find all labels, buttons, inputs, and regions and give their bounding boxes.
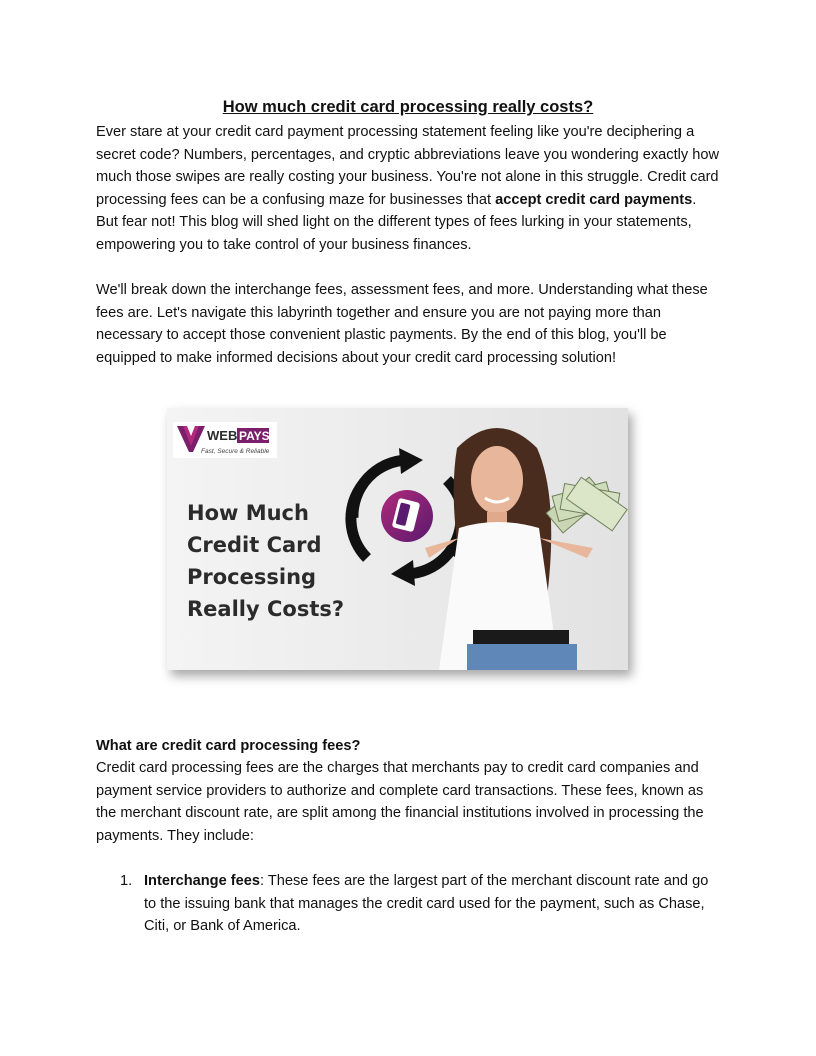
banner-headline-line-2: Credit Card — [187, 533, 322, 557]
list-item-term: Interchange fees — [144, 873, 260, 889]
second-paragraph: We'll break down the interchange fees, assessment fees, and more. Understanding what these fees are. Let's navigate this labyrinth together and ensure you are not paying more than necessary to accept those convenient plastic payments. By the end of this blog, you'll be equipped to make informed decisions about your credit card processing solution! — [96, 282, 708, 366]
page-title: How much credit card processing really costs? — [222, 98, 594, 116]
intro-paragraph — [96, 121, 722, 257]
list-item — [96, 870, 722, 938]
section-paragraph: Credit card processing fees are the charges that merchants pay to credit card companies and payment service providers to authorize and complete card transactions. These fees, known as the merchant discount rate, are split among the financial institutions involved in processing the payments. They include: — [96, 760, 704, 844]
list-item-text: : These fees are the largest part of the merchant discount rate and go to the issuing bank that manages the credit card used for the payment, such as Chase, Citi, or Bank of America. — [144, 873, 709, 935]
section-heading: What are credit card processing fees? — [96, 738, 361, 754]
banner-headline-line-1: How Much — [187, 501, 309, 525]
fees-list — [96, 870, 722, 938]
logo-pays-text: PAYS — [239, 429, 270, 443]
webpays-logo — [173, 422, 277, 458]
logo-tagline: Fast, Secure & Reliable — [201, 448, 270, 455]
intro-bold-phrase: accept credit card payments — [495, 191, 693, 208]
list-item-number: 1. — [120, 873, 133, 889]
intro-text-end: . But fear not! This blog will shed light on the different types of fees lurking in your statements, empowering you to take control of your business finances. — [96, 191, 697, 253]
banner-graphic — [167, 408, 628, 670]
intro-text-start: Ever stare at your credit card payment processing statement feeling like you're deciphering a secret code? Numbers, percentages, and cryptic abbreviations leave you wondering exactly how much those swipes are really costing your business. You're not alone in this struggle. Credit card processing fees can be a confusing maze for businesses that — [96, 124, 720, 208]
banner-headline-line-4: Really Costs? — [187, 597, 345, 621]
banner-headline-line-3: Processing — [187, 565, 317, 589]
article-banner-image — [167, 408, 628, 670]
logo-web-text: WEB — [207, 428, 238, 443]
